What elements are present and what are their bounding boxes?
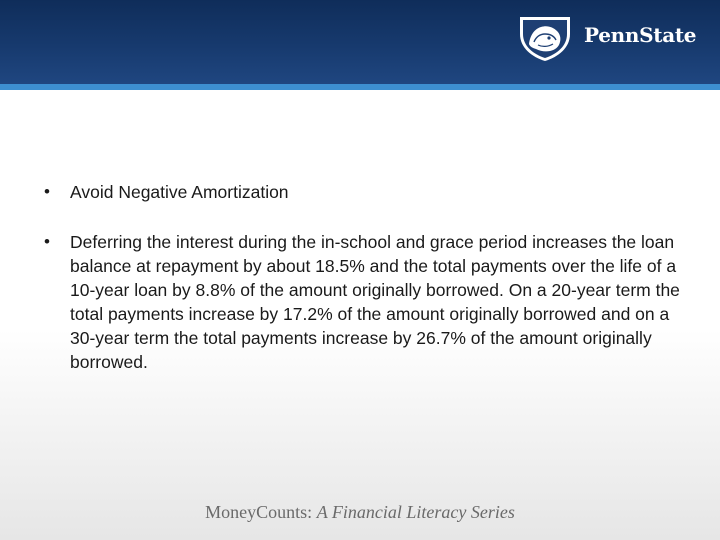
nittany-lion-shield-icon (516, 14, 574, 62)
penn-state-logo[interactable] (516, 14, 716, 62)
bullet-text: Deferring the interest during the in-school and grace period increases the loan balance at repayment by about 18.5% and the total payments over the life of a 10-year loan by 8.8% of the amount originally borrowed. On a 20-year term the total payments increase by 17.2% of the amount originally borrowed and on a 30-year term the total payments increase by 26.7% of the amount originally borrowed. (70, 232, 680, 372)
bullet-item (44, 180, 684, 204)
bullet-text: Avoid Negative Amortization (70, 182, 289, 202)
header-bar (0, 0, 720, 84)
bullet-item (44, 230, 684, 374)
logo-wordmark: PennState (584, 23, 697, 47)
header-accent-stripe (0, 84, 720, 90)
footer-series-title (0, 502, 720, 523)
slide-body (44, 180, 684, 400)
footer-prefix: MoneyCounts: (205, 502, 317, 522)
bullet-dot: • (44, 182, 50, 201)
bullet-dot: • (44, 232, 50, 251)
footer-series-name: A Financial Literacy Series (316, 502, 515, 522)
